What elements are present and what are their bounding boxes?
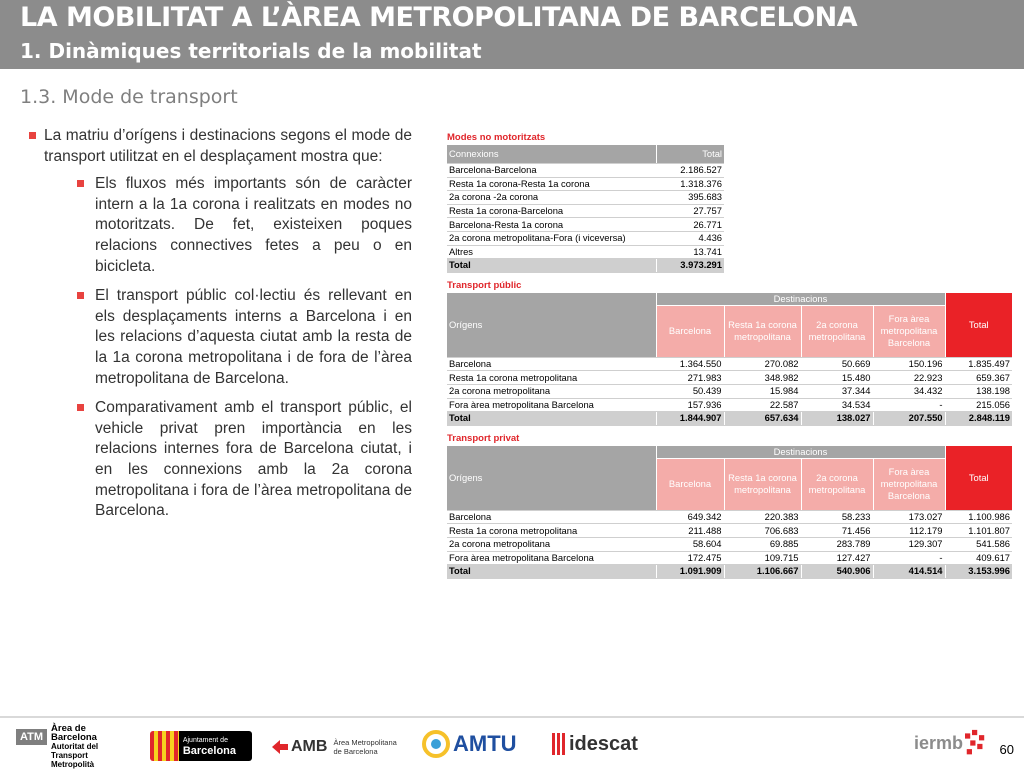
row-label: Fora àrea metropolitana Barcelona [447, 398, 656, 412]
slide-subtitle: 1. Dinàmiques territorials de la mobilitat [20, 39, 482, 63]
cell-value: 15.984 [724, 384, 801, 398]
table-row [447, 537, 1012, 551]
row-label: 2a corona -2a corona [447, 191, 656, 205]
cell-value: 71.456 [801, 524, 873, 538]
row-label: 2a corona metropolitana [447, 537, 656, 551]
amb-logo [272, 736, 402, 758]
table-row [447, 357, 1012, 371]
cell-value: 172.475 [656, 551, 724, 565]
page-number: 60 [999, 742, 1014, 757]
row-label: 2a corona metropolitana-Fora (i viceversa) [447, 231, 656, 245]
cell-value: 1.318.376 [656, 177, 724, 191]
sub-bullet-item [22, 286, 412, 389]
bullet-square-icon [77, 292, 84, 299]
cell-value: 1.091.909 [656, 565, 724, 579]
cell-value: 50.669 [801, 357, 873, 371]
row-label: Resta 1a corona metropolitana [447, 371, 656, 385]
cell-value: 129.307 [873, 537, 945, 551]
row-label: Altres [447, 245, 656, 259]
cell-value: 283.789 [801, 537, 873, 551]
sub-bullet-item [22, 174, 412, 277]
section-title: 1.3. Mode de transport [20, 86, 238, 108]
table-caption: Transport públic [447, 279, 522, 291]
table-row [447, 510, 1012, 524]
ajuntament-line2: Barcelona [182, 744, 237, 757]
bullet-text: La matriu d’orígens i destinacions segons el mode de transport utilitzat en el desplaçament mostra que: [44, 127, 412, 165]
column-header: 2a corona metropolitana [801, 305, 873, 357]
bullet-square-icon [77, 404, 84, 411]
idescat-wordmark: idescat [569, 732, 638, 755]
amb-line2: de Barcelona [333, 747, 378, 756]
table-row [447, 204, 724, 218]
cell-value: 138.198 [945, 384, 1012, 398]
cell-value: 127.427 [801, 551, 873, 565]
cell-value: 348.982 [724, 371, 801, 385]
cell-value: 3.153.996 [945, 565, 1012, 579]
sub-bullet-item [22, 398, 412, 522]
cell-value: 649.342 [656, 510, 724, 524]
cell-value: 1.364.550 [656, 357, 724, 371]
idescat-stripes-icon [552, 733, 566, 755]
row-label: Total [447, 259, 656, 273]
row-label: Barcelona [447, 357, 656, 371]
table-row [447, 384, 1012, 398]
table-caption: Transport privat [447, 432, 520, 444]
idescat-logo [552, 731, 648, 757]
row-label: Resta 1a corona-Resta 1a corona [447, 177, 656, 191]
atm-badge: ATM [16, 729, 47, 745]
cell-value: 22.587 [724, 398, 801, 412]
cell-value: 13.741 [656, 245, 724, 259]
cell-value: 58.604 [656, 537, 724, 551]
cell-value: 69.885 [724, 537, 801, 551]
amb-short: AMB [291, 738, 328, 755]
atm-line3: Metropolità [51, 759, 95, 769]
column-header: Resta 1a corona metropolitana [724, 458, 801, 510]
cell-value: 2.186.527 [656, 164, 724, 178]
amtu-wordmark: AMTU [453, 731, 517, 756]
cell-value: 657.634 [724, 412, 801, 426]
table-row [447, 551, 1012, 565]
cell-value: 1.844.907 [656, 412, 724, 426]
cell-value: 2.848.119 [945, 412, 1012, 426]
amb-arrow-icon [272, 740, 288, 754]
column-header: Total [945, 446, 1012, 511]
table-transport-privat [447, 446, 1012, 579]
row-label: Total [447, 412, 656, 426]
cell-value: 1.835.497 [945, 357, 1012, 371]
table-total-row [447, 565, 1012, 579]
row-label: 2a corona metropolitana [447, 384, 656, 398]
cell-value: 109.715 [724, 551, 801, 565]
cell-value: 270.082 [724, 357, 801, 371]
cell-value: 541.586 [945, 537, 1012, 551]
iermb-wordmark: iermb [914, 732, 964, 753]
cell-value: - [873, 551, 945, 565]
cell-value: 395.683 [656, 191, 724, 205]
tables-area [447, 131, 1012, 579]
table-modes-no-motoritzats [447, 145, 724, 273]
row-label: Resta 1a corona-Barcelona [447, 204, 656, 218]
cell-value: 1.100.986 [945, 510, 1012, 524]
amb-line1: Àrea Metropolitana [333, 738, 397, 747]
cell-value: 706.683 [724, 524, 801, 538]
column-header: Resta 1a corona metropolitana [724, 305, 801, 357]
cell-value: 50.439 [656, 384, 724, 398]
iermb-pixel-icon [965, 728, 986, 758]
cell-value: 34.432 [873, 384, 945, 398]
cell-value: 15.480 [801, 371, 873, 385]
header-bar [0, 0, 1024, 69]
cell-value: 157.936 [656, 398, 724, 412]
cell-value: 271.983 [656, 371, 724, 385]
cell-value: 3.973.291 [656, 259, 724, 273]
cell-value: 58.233 [801, 510, 873, 524]
amtu-logo [422, 726, 534, 762]
column-header: Fora àrea metropolitana Barcelona [873, 305, 945, 357]
bullet-square-icon [77, 180, 84, 187]
bullet-item [22, 126, 412, 167]
table-row [447, 524, 1012, 538]
column-header-group: Destinacions [656, 446, 945, 459]
column-header: Total [656, 145, 724, 164]
table-total-row [447, 412, 1012, 426]
iermb-logo [914, 724, 986, 762]
column-header: Fora àrea metropolitana Barcelona [873, 458, 945, 510]
cell-value: 409.617 [945, 551, 1012, 565]
table-row [447, 245, 724, 259]
ajuntament-logo [150, 731, 252, 761]
row-label: Barcelona [447, 510, 656, 524]
cell-value: 150.196 [873, 357, 945, 371]
table-row [447, 398, 1012, 412]
cell-value: 215.056 [945, 398, 1012, 412]
bullet-square-icon [29, 132, 36, 139]
column-header: Barcelona [656, 458, 724, 510]
column-header: Orígens [447, 293, 656, 358]
table-header-row [447, 145, 724, 164]
row-label: Total [447, 565, 656, 579]
cell-value: 220.383 [724, 510, 801, 524]
footer-logos [0, 720, 1024, 768]
cell-value: 211.488 [656, 524, 724, 538]
cell-value: 37.344 [801, 384, 873, 398]
cell-value: 138.027 [801, 412, 873, 426]
table-transport-public [447, 293, 1012, 426]
body-text [22, 126, 412, 531]
row-label: Barcelona-Barcelona [447, 164, 656, 178]
table-row [447, 218, 724, 232]
cell-value: 112.179 [873, 524, 945, 538]
table-row [447, 164, 724, 178]
row-label: Resta 1a corona metropolitana [447, 524, 656, 538]
cell-value: 207.550 [873, 412, 945, 426]
table-row [447, 371, 1012, 385]
table-header-row [447, 446, 1012, 459]
column-header-group: Destinacions [656, 293, 945, 306]
cell-value: 4.436 [656, 231, 724, 245]
cell-value: 34.534 [801, 398, 873, 412]
sub-bullet-text: Comparativament amb el transport públic, el vehicle privat pren importància en les relacions internes fora de Barcelona ciutat, i en les connexions amb la 2a corona metropolitana i fora de l’àrea metropolitana de Barcelona. [95, 399, 412, 520]
column-header: Connexions [447, 145, 656, 164]
sub-bullet-text: El transport públic col·lectiu és rellevant en els desplaçaments interns a Barcelona i en les relacions d’aquesta ciutat amb la resta de la 1a corona metropolitana i de fora de l’àrea metropolitana de Barcelona. [95, 287, 412, 387]
amtu-symbol-icon [422, 729, 450, 759]
atm-logo [16, 722, 134, 769]
table-row [447, 231, 724, 245]
column-header: Total [945, 293, 1012, 358]
cell-value: 22.923 [873, 371, 945, 385]
cell-value: - [873, 398, 945, 412]
ajuntament-line1: Ajuntament de [182, 736, 228, 744]
cell-value: 1.101.807 [945, 524, 1012, 538]
sub-bullet-text: Els fluxos més importants són de caràcter intern a la 1a corona i realitzats en modes no motoritzats. De fet, existeixen poques relacions connectives fetes a peu o en bicicleta. [95, 175, 412, 275]
table-header-row [447, 293, 1012, 306]
atm-line2: Autoritat del Transport [51, 741, 99, 760]
cell-value: 414.514 [873, 565, 945, 579]
table-caption: Modes no motoritzats [447, 132, 546, 143]
ajuntament-shield-icon [150, 731, 179, 761]
cell-value: 26.771 [656, 218, 724, 232]
table-row [447, 177, 724, 191]
table-row [447, 191, 724, 205]
column-header: 2a corona metropolitana [801, 458, 873, 510]
atm-line1: Àrea de Barcelona [51, 722, 97, 743]
cell-value: 540.906 [801, 565, 873, 579]
footer-divider [0, 716, 1024, 718]
table-total-row [447, 259, 724, 273]
cell-value: 1.106.667 [724, 565, 801, 579]
column-header: Barcelona [656, 305, 724, 357]
row-label: Fora àrea metropolitana Barcelona [447, 551, 656, 565]
slide-title: LA MOBILITAT A L’ÀREA METROPOLITANA DE BARCELONA [20, 2, 858, 33]
row-label: Barcelona-Resta 1a corona [447, 218, 656, 232]
cell-value: 659.367 [945, 371, 1012, 385]
cell-value: 27.757 [656, 204, 724, 218]
cell-value: 173.027 [873, 510, 945, 524]
column-header: Orígens [447, 446, 656, 511]
